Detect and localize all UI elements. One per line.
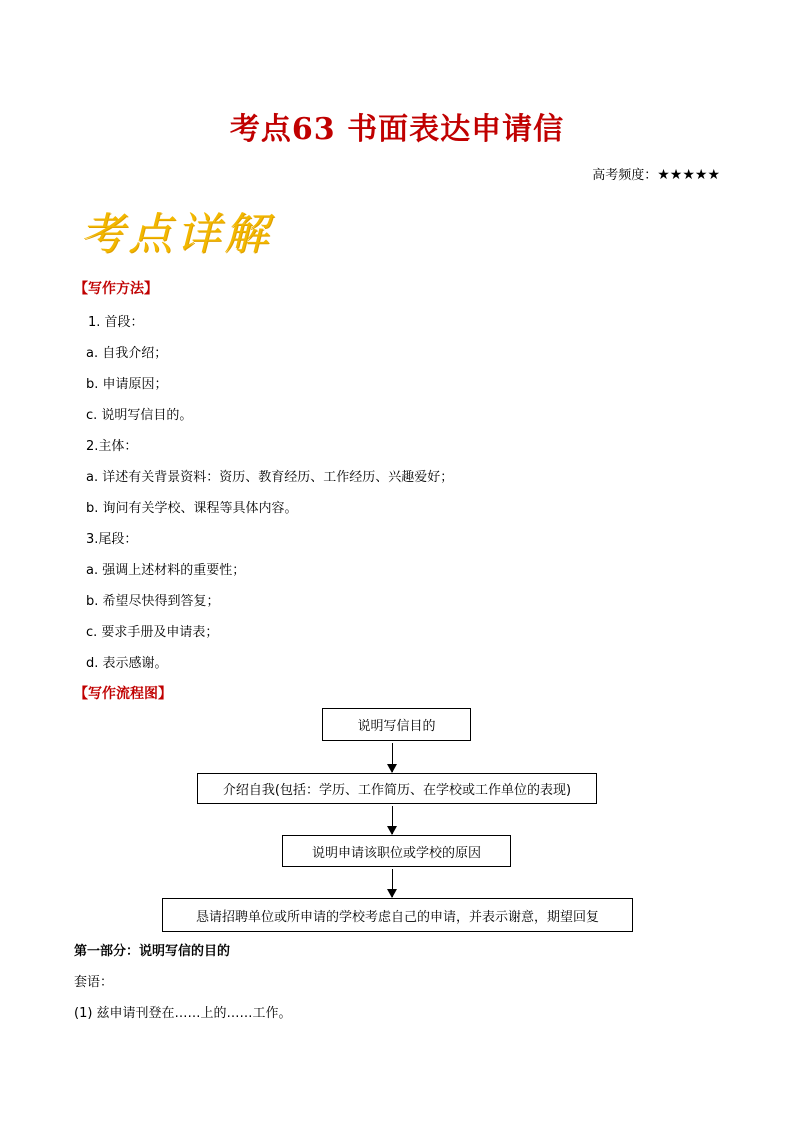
section-method-heading: 【写作方法】 <box>74 281 158 297</box>
list-item: c. 要求手册及申请表； <box>86 625 219 640</box>
list-item: b. 询问有关学校、课程等具体内容。 <box>86 501 298 516</box>
list-item: (1) 兹申请刊登在……上的……工作。 <box>74 1006 292 1021</box>
frequency-rating <box>592 164 720 183</box>
list-item: d. 表示感谢。 <box>86 656 168 671</box>
list-item: 1. 首段： <box>88 315 144 330</box>
list-item: a. 自我介绍； <box>86 346 168 361</box>
flow-arrow-icon <box>392 743 393 772</box>
flow-step-2: 介绍自我(包括：学历、工作简历、在学校或工作单位的表现) <box>197 773 597 804</box>
flow-arrow-icon <box>392 806 393 834</box>
list-item: a. 强调上述材料的重要性； <box>86 563 246 578</box>
part1-heading: 第一部分：说明写信的目的 <box>74 944 231 959</box>
list-item: b. 申请原因； <box>86 377 168 392</box>
flow-step-4: 恳请招聘单位或所申请的学校考虑自己的申请，并表示谢意，期望回复 <box>162 898 633 932</box>
list-item: 3.尾段： <box>86 532 138 547</box>
part1-label: 套语： <box>74 975 114 990</box>
flow-step-1: 说明写信目的 <box>322 708 471 741</box>
flow-step-3: 说明申请该职位或学校的原因 <box>282 835 511 867</box>
list-item: 2.主体： <box>86 439 138 454</box>
flow-arrow-icon <box>392 869 393 897</box>
section-flow-heading: 【写作流程图】 <box>74 686 172 702</box>
page-title: 考点63 书面表达申请信 <box>229 112 565 147</box>
list-item: a. 详述有关背景资料：资历、教育经历、工作经历、兴趣爱好； <box>86 470 454 485</box>
list-item: c. 说明写信目的。 <box>86 408 193 423</box>
star-rating-icon: ★★★★★ <box>657 167 720 183</box>
frequency-label: 高考频度： <box>592 168 658 183</box>
list-item: b. 希望尽快得到答复； <box>86 594 220 609</box>
section-banner: 考点详解 <box>80 209 272 260</box>
